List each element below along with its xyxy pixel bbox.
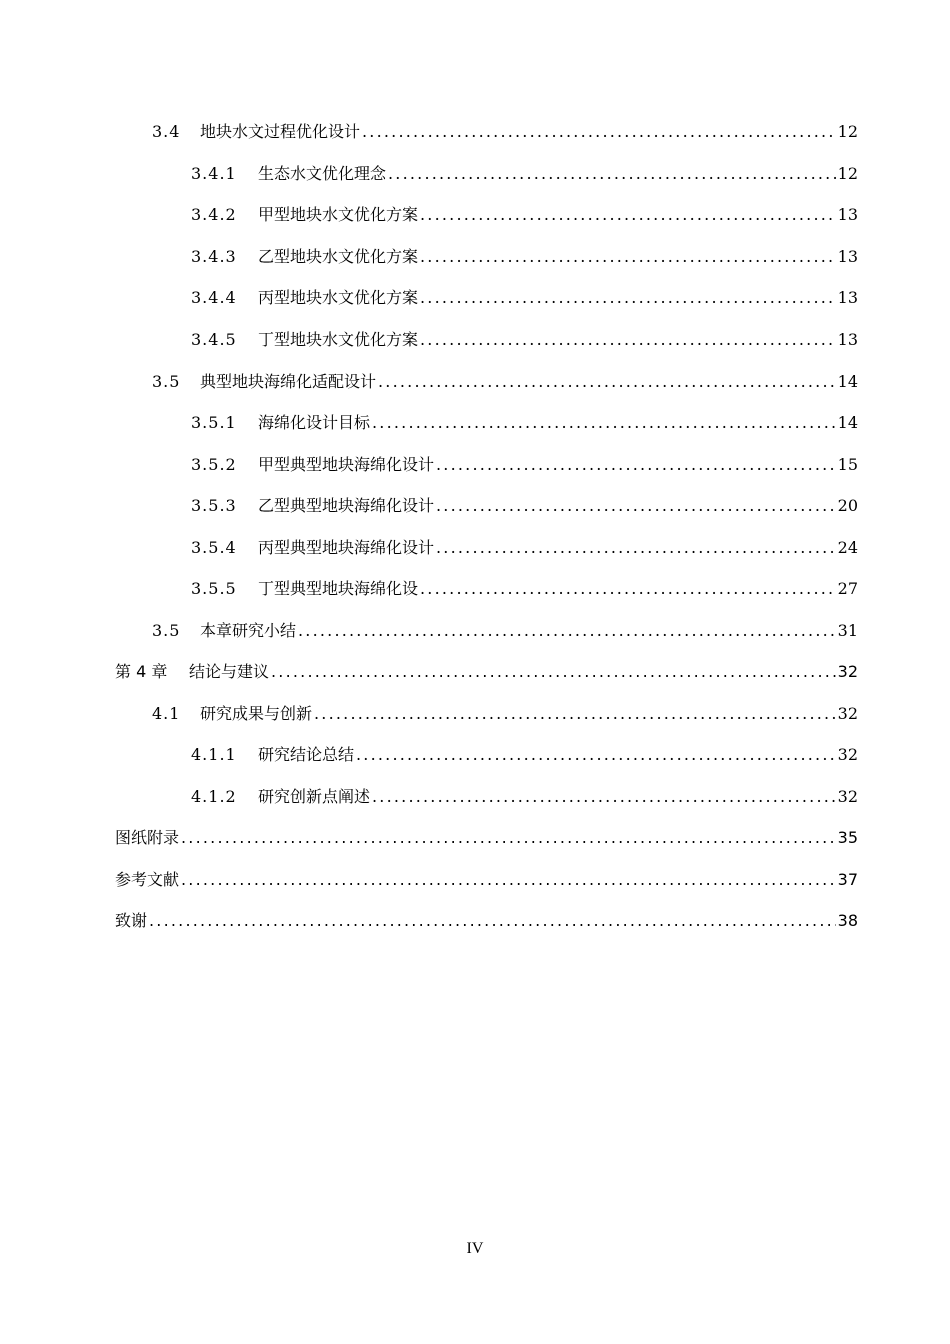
toc-entry-title: 海绵化设计目标 (258, 413, 371, 432)
dot-leader (181, 826, 836, 850)
toc-entry-title: 丁型地块水文优化方案 (258, 330, 419, 349)
dot-leader (372, 411, 836, 435)
dot-leader (436, 494, 836, 518)
dot-leader (420, 577, 836, 601)
toc-entry-page: 32 (837, 745, 858, 764)
toc-entry-page: 13 (837, 330, 858, 349)
toc-entry-page: 32 (837, 787, 858, 806)
toc-entry-page: 13 (837, 288, 858, 307)
toc-entry[interactable] (191, 536, 858, 560)
toc-entry-chapter[interactable] (115, 660, 858, 684)
toc-entry-number: 第 4 章 (115, 662, 168, 681)
toc-entry-page: 20 (837, 496, 858, 515)
toc-entry-title: 图纸附录 (115, 828, 180, 847)
toc-entry-number: 3.4.2 (191, 205, 237, 224)
toc-entry-title: 生态水文优化理念 (258, 164, 387, 183)
toc-entry-number: 3.5.4 (191, 538, 237, 557)
toc-entry-page: 35 (837, 828, 858, 847)
toc-entry-page: 14 (837, 413, 858, 432)
toc-entry-page: 13 (837, 247, 858, 266)
toc-entry-title: 乙型地块水文优化方案 (258, 247, 419, 266)
toc-entry[interactable] (191, 453, 858, 477)
toc-entry-page: 15 (837, 455, 858, 474)
dot-leader (420, 203, 836, 227)
toc-entry-title: 结论与建议 (189, 662, 270, 681)
toc-entry-number: 3.4.5 (191, 330, 237, 349)
dot-leader (436, 453, 836, 477)
toc-entry[interactable] (191, 411, 858, 435)
toc-entry-title: 典型地块海绵化适配设计 (200, 372, 377, 391)
toc-entry-number: 3.4.3 (191, 247, 237, 266)
dot-leader (420, 245, 836, 269)
toc-entry[interactable] (191, 203, 858, 227)
toc-entry[interactable] (191, 494, 858, 518)
toc-entry[interactable] (152, 619, 858, 643)
toc-entry-title: 丙型地块水文优化方案 (258, 288, 419, 307)
toc-entry-page: 14 (837, 372, 858, 391)
dot-leader (149, 909, 836, 933)
dot-leader (298, 619, 836, 643)
toc-entry-title: 致谢 (115, 911, 148, 930)
dot-leader (362, 120, 836, 144)
toc-entry-page: 37 (837, 870, 858, 889)
toc-entry-number: 3.5 (152, 621, 181, 640)
toc-entry[interactable] (191, 785, 858, 809)
toc-entry-number: 3.4.1 (191, 164, 237, 183)
toc-entry-title: 甲型典型地块海绵化设计 (258, 455, 435, 474)
toc-entry-references[interactable] (115, 868, 858, 892)
dot-leader (436, 536, 836, 560)
toc-entry-title: 研究成果与创新 (200, 704, 313, 723)
toc-entry-title: 乙型典型地块海绵化设计 (258, 496, 435, 515)
toc-entry-number: 3.5.5 (191, 579, 237, 598)
toc-entry[interactable] (152, 120, 858, 144)
dot-leader (420, 328, 836, 352)
toc-entry-title: 丁型典型地块海绵化设 (258, 579, 419, 598)
toc-entry-page: 24 (837, 538, 858, 557)
toc-entry[interactable] (191, 743, 858, 767)
dot-leader (372, 785, 836, 809)
toc-entry[interactable] (152, 702, 858, 726)
toc-entry-page: 32 (837, 704, 858, 723)
toc-entry-number: 3.5.1 (191, 413, 237, 432)
dot-leader (181, 868, 836, 892)
toc-entry[interactable] (191, 577, 858, 601)
toc-entry-number: 3.4 (152, 122, 181, 141)
toc-entry[interactable] (152, 370, 858, 394)
toc-entry-page: 12 (837, 164, 858, 183)
toc-entry-title: 参考文献 (115, 870, 180, 889)
dot-leader (388, 162, 836, 186)
toc-entry-page: 13 (837, 205, 858, 224)
toc-entry-number: 4.1.1 (191, 745, 237, 764)
toc-entry[interactable] (191, 286, 858, 310)
toc-entry-number: 4.1.2 (191, 787, 237, 806)
toc-entry-title: 丙型典型地块海绵化设计 (258, 538, 435, 557)
dot-leader (420, 286, 836, 310)
page-number-footer: IV (466, 1240, 484, 1257)
toc-entry-page: 27 (837, 579, 858, 598)
toc-entry-number: 3.5.2 (191, 455, 237, 474)
toc-entry-appendix[interactable] (115, 826, 858, 850)
toc-entry-number: 3.5.3 (191, 496, 237, 515)
toc-entry-page: 12 (837, 122, 858, 141)
toc-entry-page: 38 (837, 911, 858, 930)
dot-leader (314, 702, 836, 726)
toc-entry-title: 甲型地块水文优化方案 (258, 205, 419, 224)
toc-entry-title: 本章研究小结 (200, 621, 297, 640)
toc-entry-title: 研究创新点阐述 (258, 787, 371, 806)
toc-entry-number: 3.5 (152, 372, 181, 391)
dot-leader (356, 743, 836, 767)
toc-entry-title: 研究结论总结 (258, 745, 355, 764)
dot-leader (378, 370, 836, 394)
toc-entry[interactable] (191, 162, 858, 186)
toc-entry-title: 地块水文过程优化设计 (200, 122, 361, 141)
toc-entry-acknowledgements[interactable] (115, 909, 858, 933)
toc-entry-number: 4.1 (152, 704, 181, 723)
toc-entry-page: 32 (837, 662, 858, 681)
dot-leader (271, 660, 836, 684)
toc-entry-number: 3.4.4 (191, 288, 237, 307)
toc-entry[interactable] (191, 245, 858, 269)
toc-entry-page: 31 (837, 621, 858, 640)
toc-entry[interactable] (191, 328, 858, 352)
